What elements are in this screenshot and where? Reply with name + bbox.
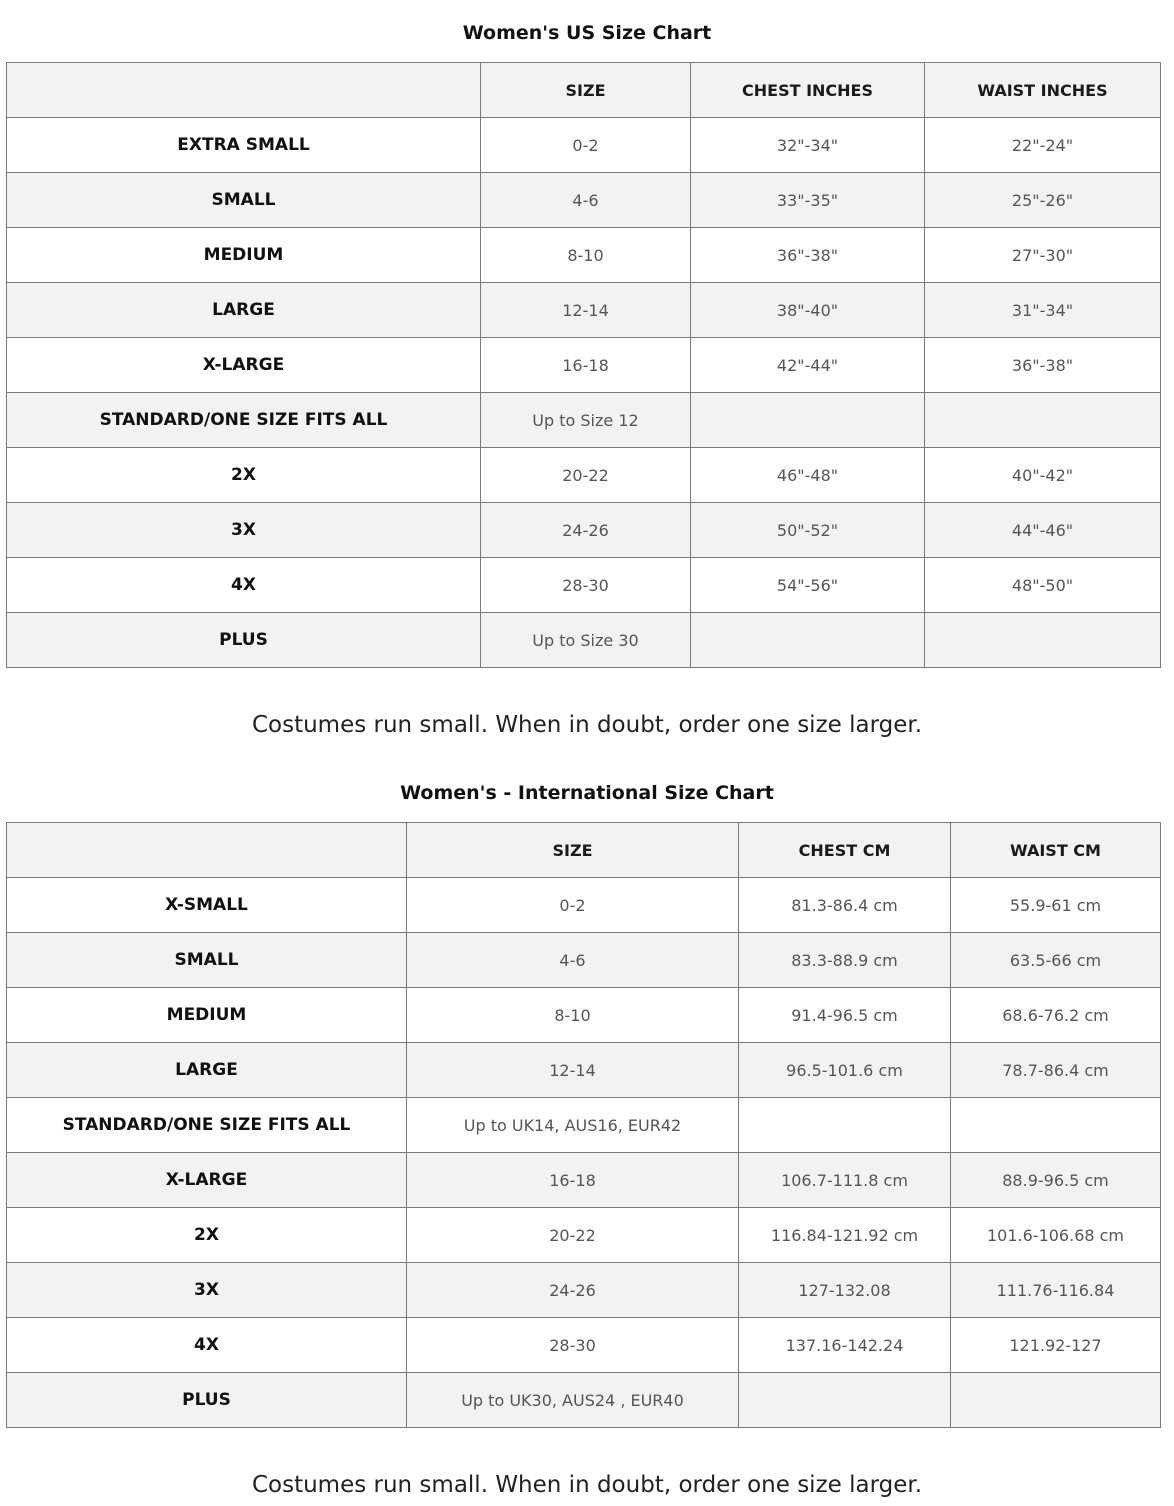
- us-size-note: Costumes run small. When in doubt, order one size larger.: [251, 712, 923, 738]
- size-value: 0-2: [407, 878, 739, 933]
- size-label: X-LARGE: [7, 1153, 407, 1208]
- waist-value: [925, 613, 1161, 668]
- table-row: [7, 1263, 1161, 1318]
- size-value: 20-22: [407, 1208, 739, 1263]
- waist-value: 31"-34": [925, 283, 1161, 338]
- size-label: 4X: [7, 1318, 407, 1373]
- table-row: [7, 448, 1161, 503]
- waist-value: 78.7-86.4 cm: [951, 1043, 1161, 1098]
- waist-value: 63.5-66 cm: [951, 933, 1161, 988]
- chest-value: 38"-40": [691, 283, 925, 338]
- table-row: [7, 283, 1161, 338]
- waist-value: 121.92-127: [951, 1318, 1161, 1373]
- size-label: LARGE: [7, 1043, 407, 1098]
- waist-value: 55.9-61 cm: [951, 878, 1161, 933]
- table-row: [7, 1373, 1161, 1428]
- size-value: Up to Size 30: [481, 613, 691, 668]
- table-row: [7, 1043, 1161, 1098]
- chest-value: 36"-38": [691, 228, 925, 283]
- chest-value: 33"-35": [691, 173, 925, 228]
- size-value: 8-10: [407, 988, 739, 1043]
- header-cell: CHEST INCHES: [691, 63, 925, 118]
- table-row: [7, 988, 1161, 1043]
- size-value: 4-6: [407, 933, 739, 988]
- chest-value: 106.7-111.8 cm: [739, 1153, 951, 1208]
- size-value: 0-2: [481, 118, 691, 173]
- chest-value: 32"-34": [691, 118, 925, 173]
- waist-value: 111.76-116.84: [951, 1263, 1161, 1318]
- header-cell: WAIST CM: [951, 823, 1161, 878]
- size-label: 3X: [7, 1263, 407, 1318]
- waist-value: [951, 1373, 1161, 1428]
- table-row: [7, 118, 1161, 173]
- size-label: MEDIUM: [7, 988, 407, 1043]
- size-label: 4X: [7, 558, 481, 613]
- header-cell: WAIST INCHES: [925, 63, 1161, 118]
- waist-value: 101.6-106.68 cm: [951, 1208, 1161, 1263]
- chest-value: 81.3-86.4 cm: [739, 878, 951, 933]
- waist-value: 27"-30": [925, 228, 1161, 283]
- table-row: [7, 558, 1161, 613]
- table-row: [7, 933, 1161, 988]
- chest-value: 91.4-96.5 cm: [739, 988, 951, 1043]
- size-label: X-LARGE: [7, 338, 481, 393]
- header-cell: [7, 63, 481, 118]
- waist-value: 68.6-76.2 cm: [951, 988, 1161, 1043]
- size-value: Up to UK14, AUS16, EUR42: [407, 1098, 739, 1153]
- chest-value: 83.3-88.9 cm: [739, 933, 951, 988]
- waist-value: 36"-38": [925, 338, 1161, 393]
- table-row: [7, 1098, 1161, 1153]
- size-value: 12-14: [481, 283, 691, 338]
- size-value: 4-6: [481, 173, 691, 228]
- header-cell: CHEST CM: [739, 823, 951, 878]
- chest-value: 116.84-121.92 cm: [739, 1208, 951, 1263]
- chest-value: [691, 393, 925, 448]
- waist-value: 25"-26": [925, 173, 1161, 228]
- chest-value: [739, 1098, 951, 1153]
- chest-value: 46"-48": [691, 448, 925, 503]
- header-cell: SIZE: [481, 63, 691, 118]
- size-label: PLUS: [7, 613, 481, 668]
- chest-value: 137.16-142.24: [739, 1318, 951, 1373]
- table-row: [7, 1208, 1161, 1263]
- size-label: 3X: [7, 503, 481, 558]
- waist-value: 22"-24": [925, 118, 1161, 173]
- table-header-row: [7, 823, 1161, 878]
- size-value: 28-30: [407, 1318, 739, 1373]
- size-label: 2X: [7, 448, 481, 503]
- size-label: 2X: [7, 1208, 407, 1263]
- waist-value: [925, 393, 1161, 448]
- size-value: Up to Size 12: [481, 393, 691, 448]
- table-row: [7, 878, 1161, 933]
- size-value: Up to UK30, AUS24 , EUR40: [407, 1373, 739, 1428]
- size-label: PLUS: [7, 1373, 407, 1428]
- table-row: [7, 338, 1161, 393]
- size-value: 16-18: [407, 1153, 739, 1208]
- size-value: 24-26: [481, 503, 691, 558]
- header-cell: [7, 823, 407, 878]
- waist-value: 44"-46": [925, 503, 1161, 558]
- size-value: 20-22: [481, 448, 691, 503]
- table-row: [7, 503, 1161, 558]
- size-label: LARGE: [7, 283, 481, 338]
- size-label: STANDARD/ONE SIZE FITS ALL: [7, 393, 481, 448]
- chest-value: 54"-56": [691, 558, 925, 613]
- intl-size-chart-title: Women's - International Size Chart: [400, 782, 774, 804]
- intl-size-table: [6, 822, 1161, 1428]
- table-row: [7, 393, 1161, 448]
- header-cell: SIZE: [407, 823, 739, 878]
- us-size-table: [6, 62, 1161, 668]
- chest-value: 50"-52": [691, 503, 925, 558]
- table-row: [7, 613, 1161, 668]
- size-value: 8-10: [481, 228, 691, 283]
- size-value: 24-26: [407, 1263, 739, 1318]
- waist-value: 40"-42": [925, 448, 1161, 503]
- table-row: [7, 1318, 1161, 1373]
- waist-value: 88.9-96.5 cm: [951, 1153, 1161, 1208]
- chest-value: 127-132.08: [739, 1263, 951, 1318]
- waist-value: 48"-50": [925, 558, 1161, 613]
- size-label: SMALL: [7, 173, 481, 228]
- size-value: 16-18: [481, 338, 691, 393]
- size-label: SMALL: [7, 933, 407, 988]
- waist-value: [951, 1098, 1161, 1153]
- chest-value: 42"-44": [691, 338, 925, 393]
- size-label: EXTRA SMALL: [7, 118, 481, 173]
- table-header-row: [7, 63, 1161, 118]
- size-value: 28-30: [481, 558, 691, 613]
- size-label: X-SMALL: [7, 878, 407, 933]
- chest-value: [739, 1373, 951, 1428]
- chest-value: [691, 613, 925, 668]
- chest-value: 96.5-101.6 cm: [739, 1043, 951, 1098]
- us-size-chart-title: Women's US Size Chart: [462, 22, 712, 44]
- intl-size-note: Costumes run small. When in doubt, order one size larger.: [251, 1472, 923, 1498]
- table-row: [7, 228, 1161, 283]
- size-label: STANDARD/ONE SIZE FITS ALL: [7, 1098, 407, 1153]
- size-value: 12-14: [407, 1043, 739, 1098]
- size-label: MEDIUM: [7, 228, 481, 283]
- table-row: [7, 173, 1161, 228]
- table-row: [7, 1153, 1161, 1208]
